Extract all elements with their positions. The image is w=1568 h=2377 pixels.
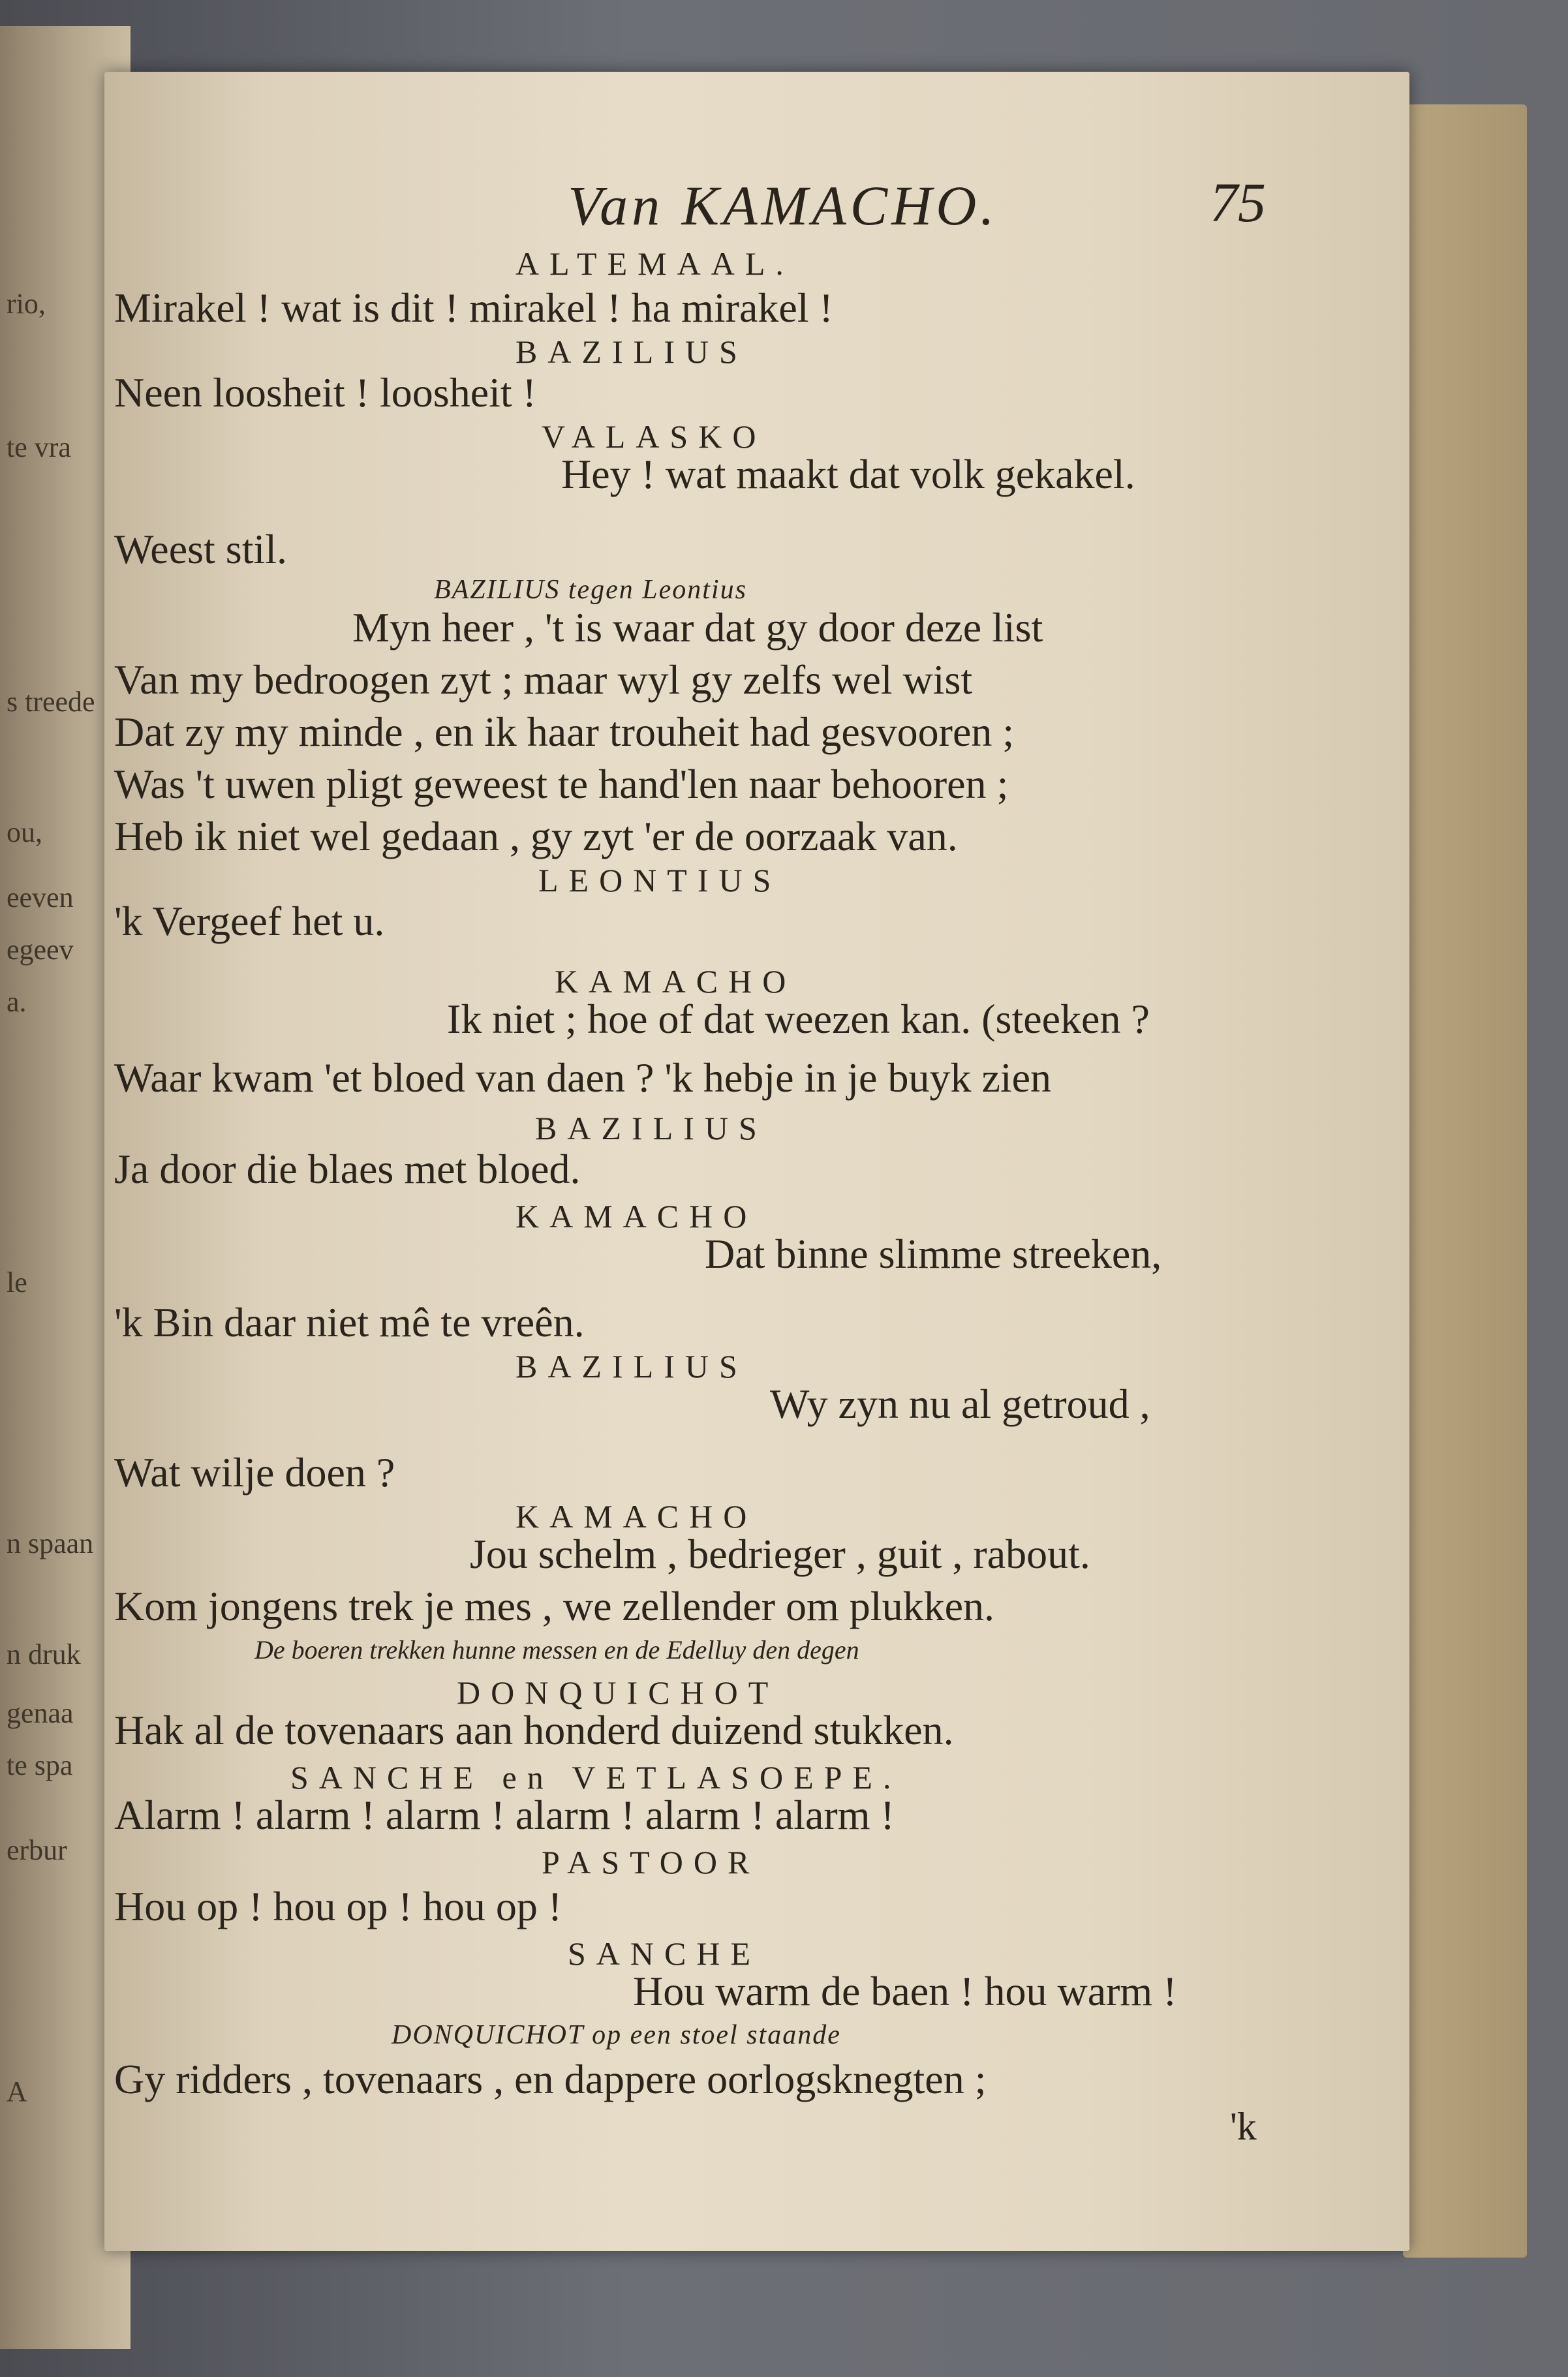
verse-line: Was 't uwen pligt geweest te hand'len naar behooren ;: [114, 761, 1009, 807]
facing-page-fragment: a.: [7, 986, 27, 1018]
verse-line: Alarm ! alarm ! alarm ! alarm ! alarm ! alarm !: [114, 1792, 895, 1838]
facing-page-fragment: egeev: [7, 934, 74, 966]
facing-page-fragment: s treede: [7, 686, 95, 718]
facing-page-fragment: rio,: [7, 288, 46, 320]
speaker-heading: LEONTIUS: [538, 862, 782, 898]
book-page: [104, 72, 1409, 2251]
facing-page-fragment: te spa: [7, 1749, 73, 1781]
verse-line: Gy ridders , tovenaars , en dappere oorlogsknegten ;: [114, 2056, 987, 2102]
running-head: Van KAMACHO.: [568, 174, 998, 237]
verse-line: 'k Vergeef het u.: [114, 898, 385, 944]
speaker-heading: SANCHE en VETLASOEPE.: [290, 1759, 902, 1796]
verse-line: Hey ! wat maakt dat volk gekakel.: [561, 451, 1135, 497]
verse-line: Weest stil.: [114, 526, 288, 572]
facing-page-fragment: ou,: [7, 816, 42, 848]
speaker-heading: ALTEMAAL.: [515, 245, 794, 282]
speaker-heading: DONQUICHOT: [457, 1674, 779, 1711]
speaker-heading: PASTOOR: [542, 1844, 760, 1880]
verse-line: Van my bedroogen zyt ; maar wyl gy zelfs wel wist: [114, 656, 973, 703]
verse-line: Ik niet ; hoe of dat weezen kan. (steeken ?: [447, 996, 1150, 1042]
stage-direction: De boeren trekken hunne messen en de Edelluy den degen: [254, 1635, 859, 1664]
speaker-heading: BAZILIUS: [515, 1348, 748, 1385]
speaker-heading: BAZILIUS: [535, 1110, 767, 1146]
facing-page-fragment: n druk: [7, 1638, 81, 1670]
verse-line: Mirakel ! wat is dit ! mirakel ! ha mirakel !: [114, 284, 833, 331]
page-text-area: [104, 72, 1409, 2251]
speaker-heading: KAMACHO: [555, 963, 797, 1000]
facing-page-fragment: n spaan: [7, 1527, 94, 1559]
speaker-heading: BAZILIUS: [515, 333, 748, 370]
catchword: 'k: [1230, 2105, 1257, 2148]
verse-line: Myn heer , 't is waar dat gy door deze list: [352, 604, 1043, 651]
facing-page-fragment: le: [7, 1266, 27, 1298]
verse-line: Hou warm de baen ! hou warm !: [633, 1968, 1177, 2014]
stage-speaker-heading: DONQUICHOT op een stoel staande: [392, 2020, 841, 2050]
facing-page-fragment: eeven: [7, 882, 74, 913]
page-number: 75: [1210, 171, 1266, 234]
verse-line: Kom jongens trek je mes , we zellender om plukken.: [114, 1583, 994, 1629]
verse-line: Dat zy my minde , en ik haar trouheit had gesvooren ;: [114, 709, 1015, 755]
verse-line: 'k Bin daar niet mê te vreên.: [114, 1299, 585, 1345]
speaker-heading: SANCHE: [568, 1935, 761, 1972]
speaker-heading: KAMACHO: [515, 1198, 758, 1235]
facing-page-fragment: A: [7, 2076, 27, 2108]
verse-line: Hou op ! hou op ! hou op !: [114, 1883, 562, 1929]
facing-page-fragment: te vra: [7, 431, 71, 463]
verse-line: Heb ik niet wel gedaan , gy zyt 'er de oorzaak van.: [114, 813, 958, 859]
verse-line: Wy zyn nu al getroud ,: [770, 1381, 1150, 1427]
verse-line: Dat binne slimme streeken,: [705, 1231, 1162, 1277]
verse-line: Waar kwam 'et bloed van daen ? 'k hebje in je buyk zien: [114, 1054, 1052, 1101]
verse-line: Ja door die blaes met bloed.: [114, 1146, 581, 1192]
stage-speaker-heading: BAZILIUS tegen Leontius: [434, 575, 747, 605]
speaker-heading: VALASKO: [542, 418, 767, 455]
verse-line: Neen loosheit ! loosheit !: [114, 369, 536, 416]
verse-line: Hak al de tovenaars aan honderd duizend stukken.: [114, 1707, 954, 1753]
verse-line: Wat wilje doen ?: [114, 1449, 395, 1495]
verse-line: Jou schelm , bedrieger , guit , rabout.: [470, 1531, 1090, 1577]
facing-page-fragment: genaa: [7, 1697, 74, 1729]
speaker-heading: KAMACHO: [515, 1498, 758, 1535]
book-cover-edge: [1403, 104, 1527, 2258]
facing-page-fragment: erbur: [7, 1834, 67, 1866]
